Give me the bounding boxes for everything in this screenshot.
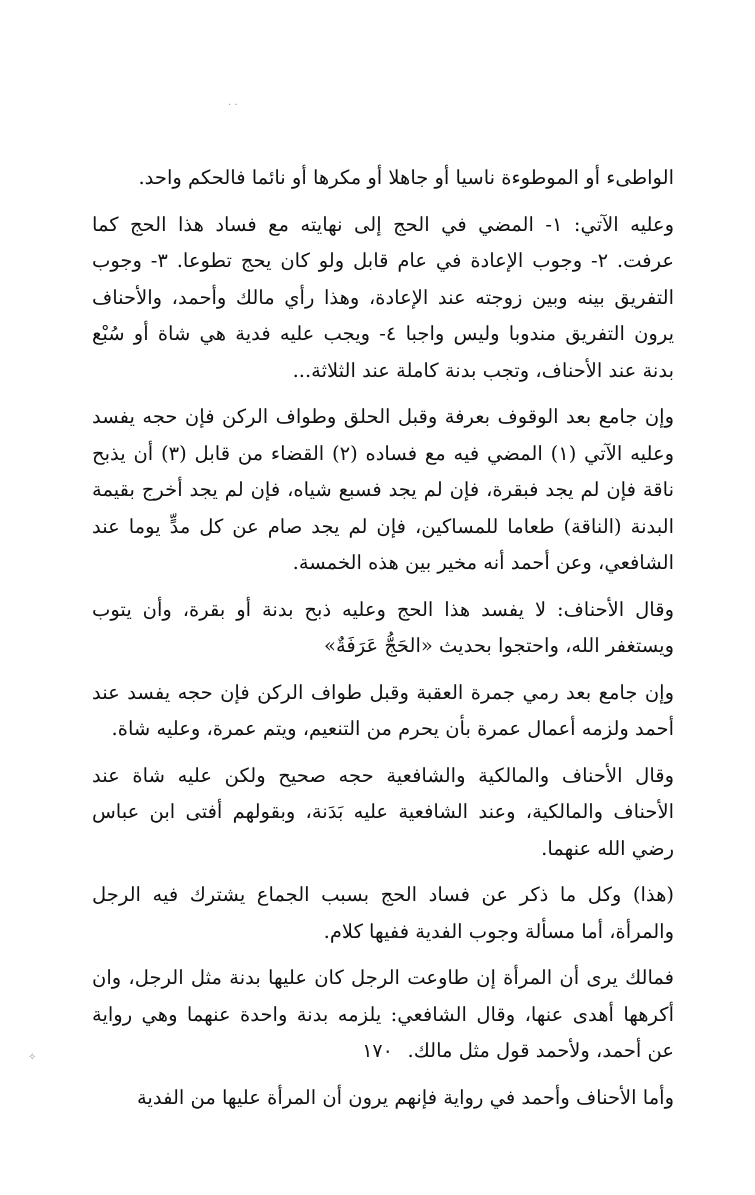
scan-speck-left: ✧	[28, 1052, 37, 1063]
page-body	[92, 160, 674, 1126]
paragraph-4: وقال الأحناف: لا يفسد هذا الحج وعليه ذبح بدنة أو بقرة، وأن يتوب ويستغفر الله، واحتجوا بحديث «الحَجُّ عَرَفَةٌ»	[92, 597, 674, 657]
scan-speck-top: · ·	[228, 100, 238, 111]
paragraph-7: (هذا) وكل ما ذكر عن فساد الحج بسبب الجماع يشترك فيه الرجل والمرأة، أما مسألة وجوب الفدية ففيها كلام.	[92, 883, 674, 943]
paragraph-5: وإن جامع بعد رمي جمرة العقبة وقبل طواف الركن فإن حجه يفسد عند أحمد ولزمه أعمال عمرة بأن يحرم من التنعيم، ويتم عمرة، وعليه شاة.	[92, 680, 674, 740]
paragraph-1: الواطىء أو الموطوءة ناسيا أو جاهلا أو مكرها أو نائما فالحكم واحد.	[138, 166, 674, 189]
paragraph-3: وإن جامع بعد الوقوف بعرفة وقبل الحلق وطواف الركن فإن حجه يفسد وعليه الآتي (١) المضي فيه مع فساده (٢) القضاء من قابل (٣) أن يذبح ناقة فإن لم يجد فبقرة، فإن لم يجد فسبع شياه، فإن لم يجد أخرج بقيمة البدنة (الناقة) طعاما للمساكين، فإن لم يجد صام عن كل مدٍّ يوما عند الشافعي، وعن أحمد أنه مخير بين هذه الخمسة.	[92, 405, 675, 574]
page-number: ١٧٠	[362, 1040, 393, 1062]
paragraph-2: وعليه الآتي: ١- المضي في الحج إلى نهايته مع فساد هذا الحج كما عرفت. ٢- وجوب الإعادة في عام قابل ولو كان يحج تطوعا. ٣- وجوب التفريق بينه وبين زوجته عند الإعادة، وهذا رأي مالك وأحمد، والأحناف يرون التفريق مندوبا وليس واجبا ٤- ويجب عليه فدية هي شاة أو سُبْع بدنة عند الأحناف، وتجب بدنة كاملة عند الثلاثة...	[92, 212, 675, 382]
paragraph-9: وأما الأحناف وأحمد في رواية فإنهم يرون أن المرأة عليها من الفدية	[136, 1085, 674, 1109]
paragraph-6: وقال الأحناف والمالكية والشافعية حجه صحيح ولكن عليه شاة عند الأحناف والمالكية، وعند الشافعية عليه بَدَنة، وبقولهم أفتى ابن عباس رضي الله عنهما.	[92, 763, 674, 860]
paragraph-8: فمالك يرى أن المرأة إن طاوعت الرجل كان عليها بدنة مثل الرجل، وان أكرهها أهدى عنها، وقال الشافعي: يلزمه بدنة واحدة عنهما وهي رواية عن أحمد، ولأحمد قول مثل مالك.	[92, 966, 674, 1062]
